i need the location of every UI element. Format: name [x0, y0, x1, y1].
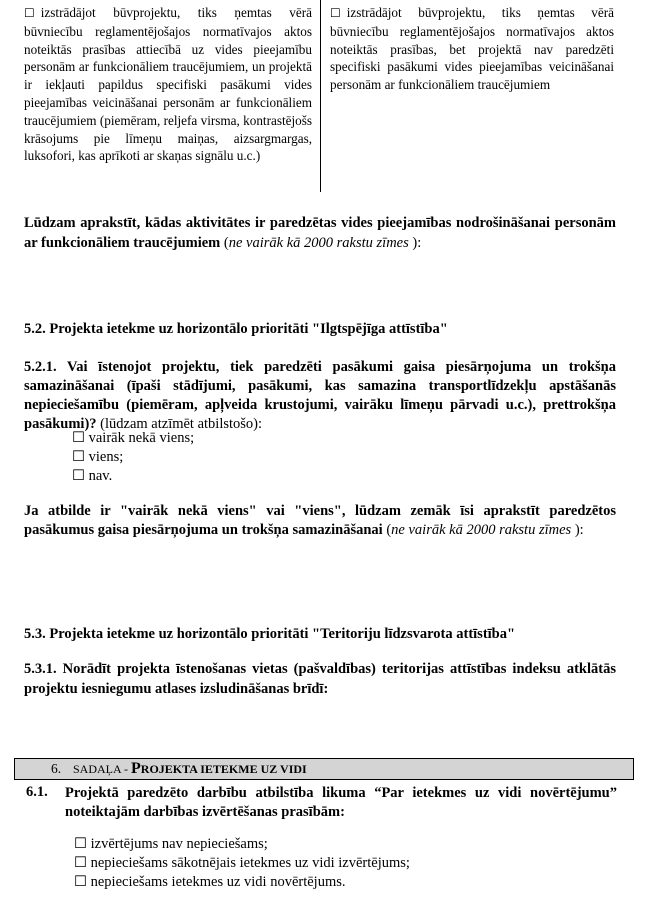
section-6-title-prefix: SADAĻA - — [73, 762, 132, 776]
paren-close: ): — [571, 522, 584, 538]
accessibility-prompt-text: Lūdzam aprakstīt, kādas aktivitātes ir paredzētas vides pieejamības nodrošināšanai personām ar funkcionāliem traucējumiem — [24, 215, 616, 251]
table-column-divider — [320, 0, 321, 192]
question-5-2-1-note: (lūdzam atzīmēt atbilstošo): — [96, 416, 263, 432]
section-6-header — [14, 758, 634, 780]
checkbox-icon[interactable]: ☐ — [24, 6, 35, 20]
section-5-2-heading: 5.2. Projekta ietekme uz horizontālo prioritāti "Ilgtspējīga attīstība" — [24, 321, 448, 337]
option-full-assessment[interactable]: ☐ nepieciešams ietekmes uz vidi novērtējums. — [74, 874, 346, 890]
accessibility-prompt — [24, 213, 616, 253]
section-6-number: 6. — [51, 761, 62, 776]
section-6-title — [73, 760, 307, 778]
section-6-title-rest: ROJEKTA IETEKME UZ VIDI — [140, 762, 307, 776]
option-no-assessment[interactable]: ☐ izvērtējums nav nepieciešams; — [74, 836, 268, 852]
left-option-cell[interactable] — [24, 4, 312, 165]
paren-close: ): — [408, 235, 422, 251]
char-limit-note: ne vairāk kā 2000 rakstu zīmes — [228, 235, 409, 251]
right-option-text: izstrādājot būvprojektu, tiks ņemtas vērā būvniecību reglamentējošajos normatīvajos aktos noteiktās prasības, bet projektā nav paredzēti specifiski pasākumi vides pieejamības veicināšanai personām ar funkcionāliem traucējumiem — [330, 5, 614, 93]
paren-open: ( — [382, 522, 392, 538]
left-option-text: izstrādājot būvprojektu, tiks ņemtas vērā būvniecību reglamentējošajos normatīvajos aktos noteiktās prasības attiecībā uz vides pieejamību personām ar funkcionāliem traucējumiem, un projektā ir iekļauti papildus specifiski pasākumi vides pieejamības veicināšanai personām ar funkcionāliem traucējumiem (piemēram, reljefa virsma, kontrastējošs krāsojums pie līmeņu maiņas, aizsargmargas, luksofori, kas aprīkoti ar skaņas signālu u.c.) — [24, 5, 312, 164]
item-6-1-text: Projektā paredzēto darbību atbilstība likuma “Par ietekmes uz vidi novērtējumu” noteiktajām darbības izvērtēšanas prasībām: — [65, 785, 617, 820]
paren-open: ( — [220, 235, 229, 251]
item-6-1-number: 6.1. — [26, 784, 48, 800]
question-5-2-1 — [24, 358, 616, 434]
char-limit-note: ne vairāk kā 2000 rakstu zīmes — [391, 522, 572, 538]
question-5-2-1-text: 5.2.1. Vai īstenojot projektu, tiek paredzēti pasākumi gaisa piesārņojuma un trokšņa samazināšanai (īpaši stādījumi, pasākumi, kas samazina transportlīdzekļu apstāšanās nepieciešamību (piemēram, apļveida krustojumi, vairāku līmeņu pārvadi u.c.), prettrokšņa pasākumi)? — [24, 359, 616, 432]
option-initial-assessment[interactable]: ☐ nepieciešams sākotnējais ietekmes uz vidi izvērtējums; — [74, 855, 410, 871]
option-none[interactable]: ☐ nav. — [72, 468, 113, 484]
followup-prompt — [24, 502, 616, 540]
section-6-title-initial: P — [131, 760, 141, 777]
option-one[interactable]: ☐ viens; — [72, 449, 124, 465]
question-5-3-1: 5.3.1. Norādīt projekta īstenošanas vietas (pašvaldības) teritorijas attīstības indeksu atklātās projektu iesniegumu atlases izsludināšanas brīdī: — [24, 661, 616, 697]
checkbox-icon[interactable]: ☐ — [330, 6, 341, 20]
right-option-cell[interactable] — [330, 4, 614, 94]
option-more-than-one[interactable]: ☐ vairāk nekā viens; — [72, 430, 195, 446]
section-5-3-heading: 5.3. Projekta ietekme uz horizontālo prioritāti "Teritoriju līdzsvarota attīstība" — [24, 626, 516, 642]
followup-prompt-text: Ja atbilde ir "vairāk nekā viens" vai "viens", lūdzam zemāk īsi aprakstīt paredzētos pasākumus gaisa piesārņojuma un trokšņa samazināšanai — [24, 503, 616, 538]
